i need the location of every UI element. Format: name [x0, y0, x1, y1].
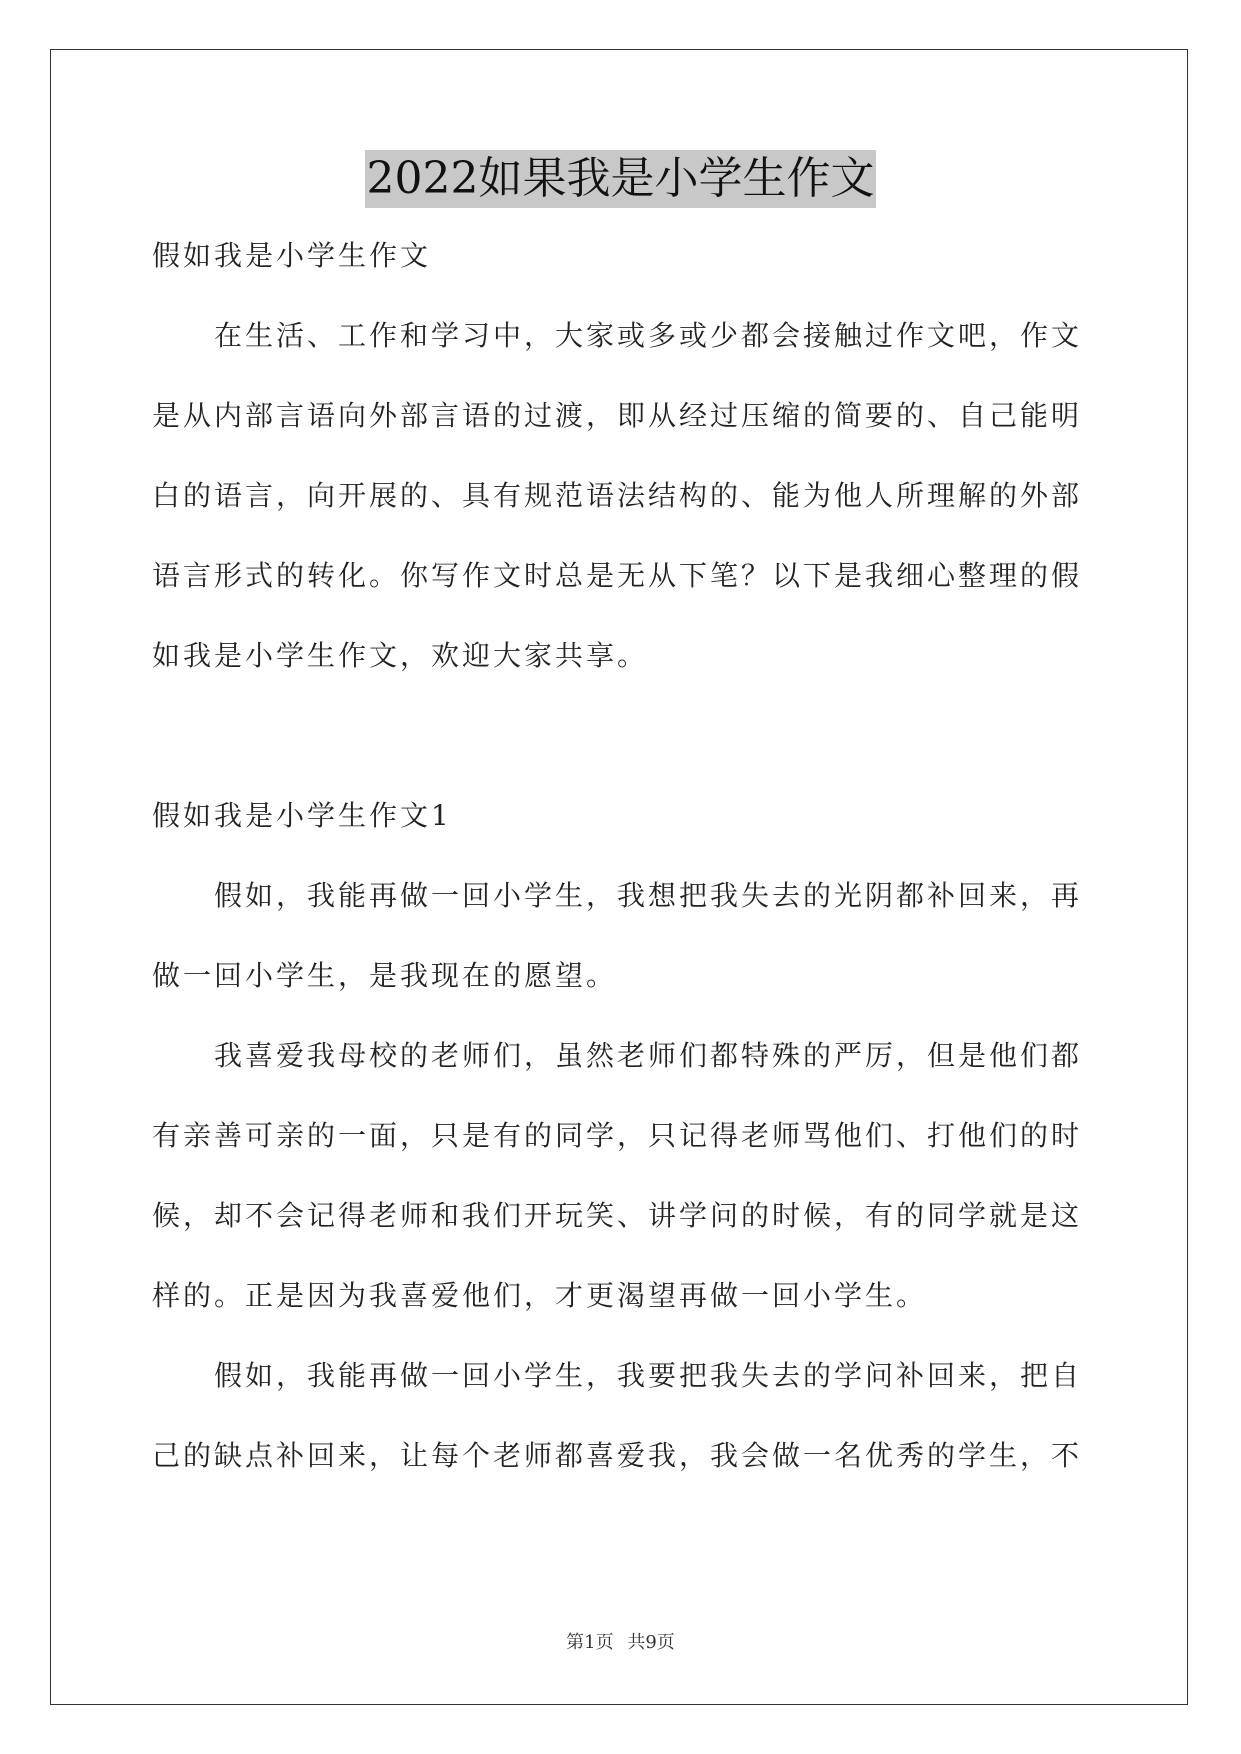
document-title: 2022如果我是小学生作文	[365, 150, 877, 208]
paragraph-line: 假如，我能再做一回小学生，我想把我失去的光阴都补回来，再	[214, 879, 1083, 912]
document-body	[152, 232, 1092, 1512]
intro-line: 是从内部言语向外部言语的过渡，即从经过压缩的简要的、自己能明	[152, 399, 1083, 432]
title-wrap	[0, 150, 1241, 208]
page-number: 第1页	[566, 1632, 614, 1653]
paragraph-line: 有亲善可亲的一面，只是有的同学，只记得老师骂他们、打他们的时	[152, 1119, 1083, 1152]
paragraph-line: 做一回小学生，是我现在的愿望。	[152, 959, 618, 992]
intro-line: 语言形式的转化。你写作文时总是无从下笔？以下是我细心整理的假	[152, 559, 1083, 592]
paragraph-line: 假如，我能再做一回小学生，我要把我失去的学问补回来，把自	[214, 1359, 1083, 1392]
section-heading: 假如我是小学生作文1	[152, 799, 452, 832]
page-footer	[0, 1628, 1241, 1654]
intro-heading: 假如我是小学生作文	[152, 239, 432, 272]
page-total: 共9页	[627, 1632, 675, 1653]
paragraph-line: 己的缺点补回来，让每个老师都喜爱我，我会做一名优秀的学生，不	[152, 1439, 1083, 1472]
paragraph-line: 候，却不会记得老师和我们开玩笑、讲学问的时候，有的同学就是这	[152, 1199, 1083, 1232]
paragraph-line: 我喜爱我母校的老师们，虽然老师们都特殊的严厉，但是他们都	[214, 1039, 1083, 1072]
intro-line: 如我是小学生作文，欢迎大家共享。	[152, 639, 649, 672]
paragraph-line: 样的。正是因为我喜爱他们，才更渴望再做一回小学生。	[152, 1279, 928, 1312]
intro-line: 白的语言，向开展的、具有规范语法结构的、能为他人所理解的外部	[152, 479, 1083, 512]
intro-line: 在生活、工作和学习中，大家或多或少都会接触过作文吧，作文	[214, 319, 1083, 352]
section-gap	[152, 712, 1092, 792]
